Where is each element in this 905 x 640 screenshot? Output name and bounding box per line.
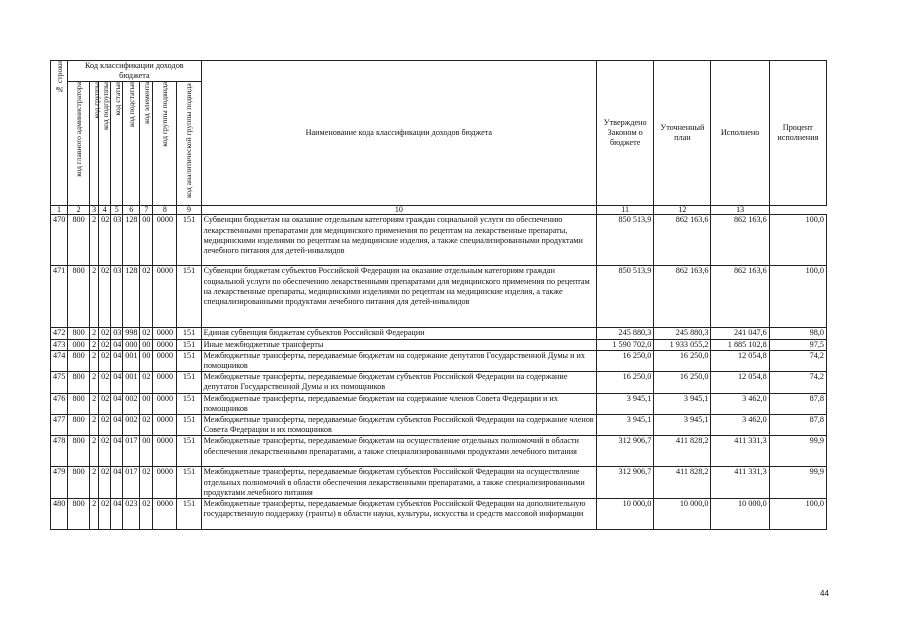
execution-percent: 100,0 <box>769 215 826 266</box>
code-header-element-text: код элемента <box>142 82 152 125</box>
revenue-name: Межбюджетные трансферты, передаваемые бюджетам субъектов Российской Федерации на осуществление отдельных полномочий в области обеспечения лекарственными препаратами, а также специализированными продуктами лечебного питания <box>201 467 596 499</box>
revenue-name: Субвенции бюджетам субъектов Российской Федерации на оказание отдельным категориям граждан социальной услуги по обеспечению лекарственными препаратами для медицинского применения по рецептам на лекарственные препараты, медицинскими изделиями по рецептам на медицинские изделия, а также специализированными продуктами лечебного питания для детей-инвалидов <box>201 266 596 328</box>
executed-amount: 411 331,3 <box>711 436 769 467</box>
revised-amount: 16 250,0 <box>654 372 711 393</box>
code-subgroup: 02 <box>99 436 111 467</box>
executed-amount: 1 885 102,8 <box>711 339 769 350</box>
code-subtype-group: 0000 <box>153 266 177 328</box>
code-subtype-group: 0000 <box>153 415 177 436</box>
code-header-element <box>140 82 153 206</box>
code-subgroup: 02 <box>99 467 111 499</box>
code-subarticle: 017 <box>123 436 140 467</box>
table-row <box>51 339 827 350</box>
code-element: 02 <box>140 372 153 393</box>
execution-percent: 99,9 <box>769 436 826 467</box>
code-admin: 800 <box>68 415 90 436</box>
execution-percent: 87,8 <box>769 393 826 414</box>
row-number: 474 <box>51 350 68 371</box>
executed-amount: 241 047,6 <box>711 328 769 339</box>
revenue-name: Субвенции бюджетам на оказание отдельным категориям граждан социальной услуги по обеспечению лекарственными препаратами для медицинского применения по рецептам на лекарственные препараты, медицинскими изделиями по рецептам на медицинские изделия, а также специализированными продуктами лечебного питания для детей-инвалидов <box>201 215 596 266</box>
percent-header: Процент исполнения <box>769 61 826 206</box>
execution-percent: 100,0 <box>769 499 826 530</box>
executed-amount: 12 054,8 <box>711 372 769 393</box>
code-article: 04 <box>111 350 123 371</box>
code-analytic-group: 151 <box>177 467 201 499</box>
code-header-subtype-group-text: код группы подвида <box>160 82 170 148</box>
revised-amount: 862 163,6 <box>654 266 711 328</box>
revenue-name: Межбюджетные трансферты, передаваемые бюджетам субъектов Российской Федерации на содержание членов Совета Федерации и их помощников <box>201 415 596 436</box>
page-number: 44 <box>820 589 829 598</box>
code-header-admin-text: код главного администратора <box>74 82 84 178</box>
code-header-group-text: код группы <box>92 82 102 119</box>
code-article: 03 <box>111 215 123 266</box>
col-number: 2 <box>68 206 90 215</box>
table-row <box>51 266 827 328</box>
code-subgroup: 02 <box>99 350 111 371</box>
approved-amount: 1 590 702,0 <box>597 339 654 350</box>
code-element: 02 <box>140 328 153 339</box>
table-row <box>51 215 827 266</box>
code-header-article <box>111 82 123 206</box>
code-admin: 800 <box>68 467 90 499</box>
code-analytic-group: 151 <box>177 328 201 339</box>
classification-group-header: Код классификации доходов бюджета <box>68 61 202 82</box>
code-subtype-group: 0000 <box>153 372 177 393</box>
code-analytic-group: 151 <box>177 266 201 328</box>
code-analytic-group: 151 <box>177 415 201 436</box>
table-row <box>51 372 827 393</box>
row-number: 475 <box>51 372 68 393</box>
approved-amount: 312 906,7 <box>597 436 654 467</box>
table-row <box>51 393 827 414</box>
approved-amount: 3 945,1 <box>597 393 654 414</box>
approved-amount: 850 513,9 <box>597 266 654 328</box>
code-admin: 800 <box>68 350 90 371</box>
code-header-analytic-group-text: код аналитической группы подвида <box>183 84 193 199</box>
col-number: 5 <box>111 206 123 215</box>
code-subtype-group: 0000 <box>153 215 177 266</box>
code-subarticle: 001 <box>123 372 140 393</box>
row-number: 473 <box>51 339 68 350</box>
revised-amount: 245 880,3 <box>654 328 711 339</box>
col-number: 1 <box>51 206 68 215</box>
table-row <box>51 328 827 339</box>
col-number: 13 <box>711 206 769 215</box>
code-admin: 800 <box>68 372 90 393</box>
code-subtype-group: 0000 <box>153 328 177 339</box>
code-article: 04 <box>111 393 123 414</box>
code-group: 2 <box>90 328 99 339</box>
code-analytic-group: 151 <box>177 499 201 530</box>
code-element: 00 <box>140 393 153 414</box>
code-header-subtype-group <box>153 82 177 206</box>
code-analytic-group: 151 <box>177 350 201 371</box>
executed-amount: 3 462,0 <box>711 393 769 414</box>
code-analytic-group: 151 <box>177 372 201 393</box>
row-number: 479 <box>51 467 68 499</box>
table-row <box>51 499 827 530</box>
col-number: 6 <box>123 206 140 215</box>
code-group: 2 <box>90 266 99 328</box>
execution-percent: 74,2 <box>769 350 826 371</box>
code-article: 03 <box>111 266 123 328</box>
code-subarticle: 017 <box>123 467 140 499</box>
code-article: 04 <box>111 499 123 530</box>
code-header-subarticle-text: код подстатьи <box>126 82 136 128</box>
code-element: 02 <box>140 467 153 499</box>
revenue-name: Межбюджетные трансферты, передаваемые бюджетам субъектов Российской Федерации на содержание депутатов Государственной Думы и их помощников <box>201 372 596 393</box>
execution-percent: 97,5 <box>769 339 826 350</box>
code-element: 02 <box>140 499 153 530</box>
row-number: 476 <box>51 393 68 414</box>
row-number: 472 <box>51 328 68 339</box>
col-number: 9 <box>177 206 201 215</box>
executed-amount: 10 000,0 <box>711 499 769 530</box>
approved-header: Утверждено Законом о бюджете <box>597 61 654 206</box>
code-header-article-text: код статьи <box>113 82 123 116</box>
revenue-name: Межбюджетные трансферты, передаваемые бюджетам на осуществление отдельных полномочий в области обеспечения лекарственными препаратами, а также специализированными продуктами лечебного питания <box>201 436 596 467</box>
code-subgroup: 02 <box>99 328 111 339</box>
code-group: 2 <box>90 372 99 393</box>
code-admin: 800 <box>68 436 90 467</box>
row-number: 480 <box>51 499 68 530</box>
col-number: 4 <box>99 206 111 215</box>
code-header-group <box>90 82 102 206</box>
code-element: 02 <box>140 266 153 328</box>
revised-amount: 16 250,0 <box>654 350 711 371</box>
code-subgroup: 02 <box>99 266 111 328</box>
revised-amount: 862 163,6 <box>654 215 711 266</box>
code-subarticle: 128 <box>123 266 140 328</box>
revised-header: Уточненный план <box>654 61 711 206</box>
code-header-subarticle <box>123 82 140 206</box>
code-subarticle: 002 <box>123 415 140 436</box>
execution-percent: 99,9 <box>769 467 826 499</box>
approved-amount: 10 000,0 <box>597 499 654 530</box>
executed-amount: 3 462,0 <box>711 415 769 436</box>
col-number: 10 <box>201 206 596 215</box>
code-group: 2 <box>90 215 99 266</box>
approved-amount: 16 250,0 <box>597 372 654 393</box>
col-number: 12 <box>654 206 711 215</box>
executed-amount: 862 163,6 <box>711 215 769 266</box>
row-number: 471 <box>51 266 68 328</box>
approved-amount: 3 945,1 <box>597 415 654 436</box>
code-subtype-group: 0000 <box>153 350 177 371</box>
code-subarticle: 998 <box>123 328 140 339</box>
revised-amount: 411 828,2 <box>654 467 711 499</box>
code-subgroup: 02 <box>99 415 111 436</box>
row-number: 477 <box>51 415 68 436</box>
code-subtype-group: 0000 <box>153 339 177 350</box>
code-element: 00 <box>140 215 153 266</box>
executed-amount: 411 331,3 <box>711 467 769 499</box>
budget-revenue-table <box>50 60 827 530</box>
code-article: 04 <box>111 372 123 393</box>
code-group: 2 <box>90 415 99 436</box>
code-admin: 800 <box>68 499 90 530</box>
code-subgroup: 02 <box>99 393 111 414</box>
code-group: 2 <box>90 339 99 350</box>
code-subtype-group: 0000 <box>153 436 177 467</box>
code-admin: 800 <box>68 393 90 414</box>
code-group: 2 <box>90 350 99 371</box>
code-subarticle: 128 <box>123 215 140 266</box>
code-group: 2 <box>90 436 99 467</box>
code-article: 04 <box>111 436 123 467</box>
executed-amount: 12 054,8 <box>711 350 769 371</box>
code-group: 2 <box>90 393 99 414</box>
row-number: 470 <box>51 215 68 266</box>
execution-percent: 100,0 <box>769 266 826 328</box>
executed-amount: 862 163,6 <box>711 266 769 328</box>
revenue-name: Межбюджетные трансферты, передаваемые бюджетам на содержание членов Совета Федерации и их помощников <box>201 393 596 414</box>
code-group: 2 <box>90 499 99 530</box>
code-admin: 800 <box>68 328 90 339</box>
revised-amount: 1 933 055,2 <box>654 339 711 350</box>
code-subarticle: 001 <box>123 350 140 371</box>
code-analytic-group: 151 <box>177 436 201 467</box>
revised-amount: 3 945,1 <box>654 393 711 414</box>
code-header-admin <box>68 82 90 206</box>
table-row <box>51 350 827 371</box>
code-element: 00 <box>140 339 153 350</box>
column-numbers-row <box>51 206 827 215</box>
code-header-subgroup-text: код подгруппы <box>101 82 111 131</box>
code-subtype-group: 0000 <box>153 393 177 414</box>
code-subgroup: 02 <box>99 372 111 393</box>
code-admin: 000 <box>68 339 90 350</box>
code-article: 04 <box>111 415 123 436</box>
code-subgroup: 02 <box>99 339 111 350</box>
code-analytic-group: 151 <box>177 393 201 414</box>
code-subtype-group: 0000 <box>153 467 177 499</box>
approved-amount: 850 513,9 <box>597 215 654 266</box>
code-subgroup: 02 <box>99 215 111 266</box>
code-subarticle: 023 <box>123 499 140 530</box>
row-number-header-text: № строки <box>54 61 64 95</box>
col-number: 3 <box>90 206 99 215</box>
approved-amount: 245 880,3 <box>597 328 654 339</box>
code-article: 04 <box>111 339 123 350</box>
revenue-name: Межбюджетные трансферты, передаваемые бюджетам на содержание депутатов Государственной Думы и их помощников <box>201 350 596 371</box>
code-group: 2 <box>90 467 99 499</box>
row-number-header <box>51 61 68 206</box>
col-number: 8 <box>153 206 177 215</box>
code-element: 02 <box>140 415 153 436</box>
code-element: 00 <box>140 436 153 467</box>
revenue-name: Единая субвенция бюджетам субъектов Российской Федерации <box>201 328 596 339</box>
code-analytic-group: 151 <box>177 339 201 350</box>
col-number: 11 <box>597 206 654 215</box>
code-article: 04 <box>111 467 123 499</box>
code-admin: 800 <box>68 215 90 266</box>
name-header: Наименование кода классификации доходов бюджета <box>201 61 596 206</box>
revised-amount: 3 945,1 <box>654 415 711 436</box>
table-row <box>51 436 827 467</box>
code-subgroup: 02 <box>99 499 111 530</box>
revenue-name: Иные межбюджетные трансферты <box>201 339 596 350</box>
table-row <box>51 415 827 436</box>
code-article: 03 <box>111 328 123 339</box>
code-subtype-group: 0000 <box>153 499 177 530</box>
code-header-subgroup <box>99 82 111 206</box>
code-header-analytic-group <box>177 82 201 206</box>
execution-percent: 98,0 <box>769 328 826 339</box>
execution-percent: 74,2 <box>769 372 826 393</box>
code-subarticle: 002 <box>123 393 140 414</box>
revised-amount: 411 828,2 <box>654 436 711 467</box>
row-number: 478 <box>51 436 68 467</box>
code-subarticle: 000 <box>123 339 140 350</box>
approved-amount: 312 906,7 <box>597 467 654 499</box>
revised-amount: 10 000,0 <box>654 499 711 530</box>
code-analytic-group: 151 <box>177 215 201 266</box>
table-row <box>51 467 827 499</box>
code-element: 00 <box>140 350 153 371</box>
revenue-name: Межбюджетные трансферты, передаваемые бюджетам субъектов Российской Федерации на дополнительную государственную поддержку (гранты) в области науки, культуры, искусства и средств массовой информации <box>201 499 596 530</box>
col-number: 7 <box>140 206 153 215</box>
approved-amount: 16 250,0 <box>597 350 654 371</box>
code-admin: 800 <box>68 266 90 328</box>
executed-header: Исполнено <box>711 61 769 206</box>
execution-percent: 87,8 <box>769 415 826 436</box>
